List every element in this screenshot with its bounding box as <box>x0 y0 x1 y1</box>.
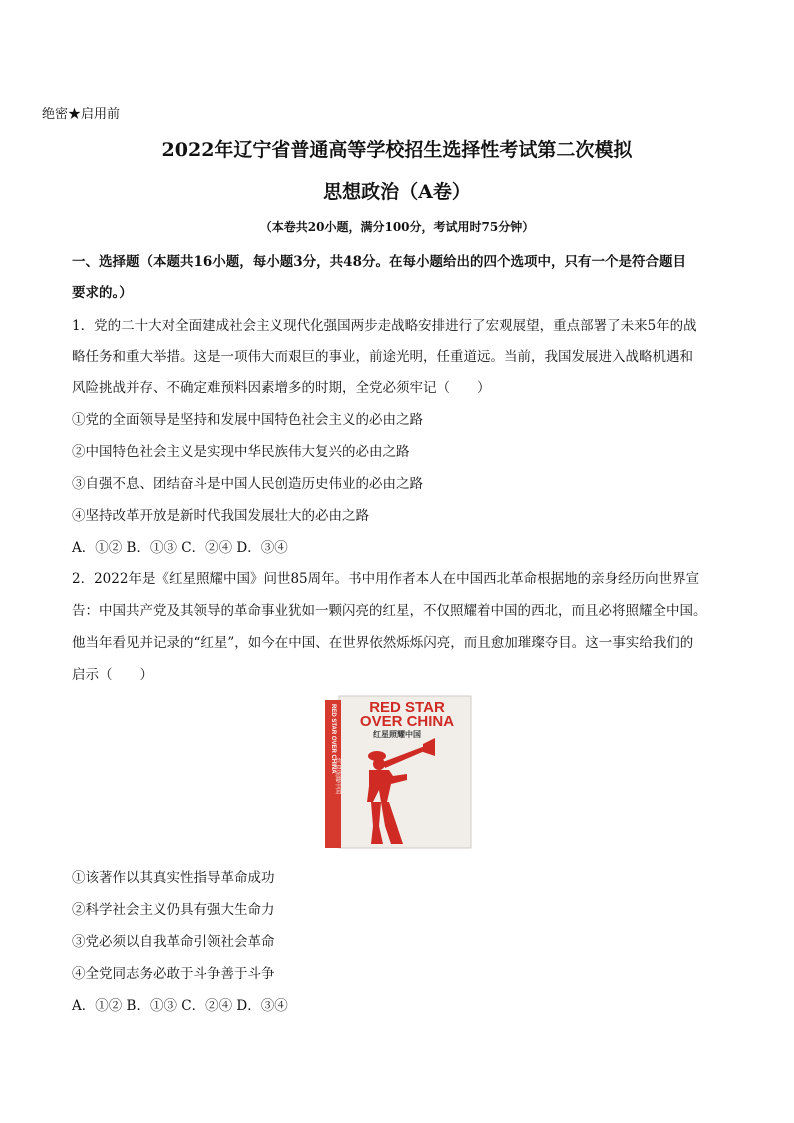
section-heading-line2: 要求的。） <box>72 285 133 301</box>
q1-stem-line1: 1．党的二十大对全面建成社会主义现代化强国两步走战略安排进行了宏观展望，重点部署了未来5年的战 <box>72 318 697 334</box>
q2-stem-line3: 他当年看见并记录的“红星”，如今在中国、在世界依然烁烁闪亮，而且愈加璀璨夺目。这一事实给我们的 <box>72 635 694 651</box>
q1-choices: A．①② B．①③ C．②④ D．③④ <box>72 540 288 556</box>
q1-stem-line3: 风险挑战并存、不确定难预料因素增多的时期，全党必须牢记（ ） <box>72 380 491 396</box>
q2-option-2: ②科学社会主义仍具有强大生命力 <box>72 902 275 918</box>
book-spine-title-cn: 红星照耀中国 <box>334 758 341 795</box>
exam-note: （本卷共20小题，满分100分，考试用时75分钟） <box>259 220 535 234</box>
q1-option-2: ②中国特色社会主义是实现中华民族伟大复兴的必由之路 <box>72 444 410 460</box>
book-title-en-line2: OVER CHINA <box>359 713 455 730</box>
book-spine-title-en: RED STAR OVER CHINA <box>330 704 336 774</box>
q2-stem-line4: 启示（ ） <box>72 667 153 683</box>
q1-option-3: ③自强不息、团结奋斗是中国人民创造历史伟业的必由之路 <box>72 476 423 492</box>
q2-option-3: ③党必须以自我革命引领社会革命 <box>72 934 275 950</box>
q2-option-1: ①该著作以其真实性指导革命成功 <box>72 870 275 886</box>
exam-title: 2022年辽宁省普通高等学校招生选择性考试第二次模拟 <box>161 139 633 161</box>
exam-subtitle: 思想政治（A卷） <box>323 181 471 203</box>
book-title-cn: 红星照耀中国 <box>373 729 421 739</box>
q2-stem-line2: 告：中国共产党及其领导的革命事业犹如一颗闪亮的红星，不仅照耀着中国的西北，而且必将照耀全中国。 <box>72 603 707 619</box>
q2-choices: A．①② B．①③ C．②④ D．③④ <box>72 998 288 1014</box>
confidential-label: 绝密★启用前 <box>42 107 121 122</box>
q1-option-1: ①党的全面领导是坚持和发展中国特色社会主义的必由之路 <box>72 412 423 428</box>
q1-stem-line2: 略任务和重大举措。这是一项伟大而艰巨的事业，前途光明，任重道远。当前，我国发展进入战略机遇和 <box>72 349 693 365</box>
book-title-en-line1: RED STAR <box>369 699 445 716</box>
q1-option-4: ④坚持改革开放是新时代我国发展壮大的必由之路 <box>72 508 369 524</box>
q2-option-4: ④全党同志务必敢于斗争善于斗争 <box>72 966 275 982</box>
q2-stem-line1: 2．2022年是《红星照耀中国》问世85周年。书中用作者本人在中国西北革命根据地的亲身经历向世界宣 <box>72 571 700 587</box>
book-cover-image <box>323 694 473 850</box>
section-heading-line1: 一、选择题（本题共16小题，每小题3分，共48分。在每小题给出的四个选项中，只有一个是符合题目 <box>72 254 686 270</box>
